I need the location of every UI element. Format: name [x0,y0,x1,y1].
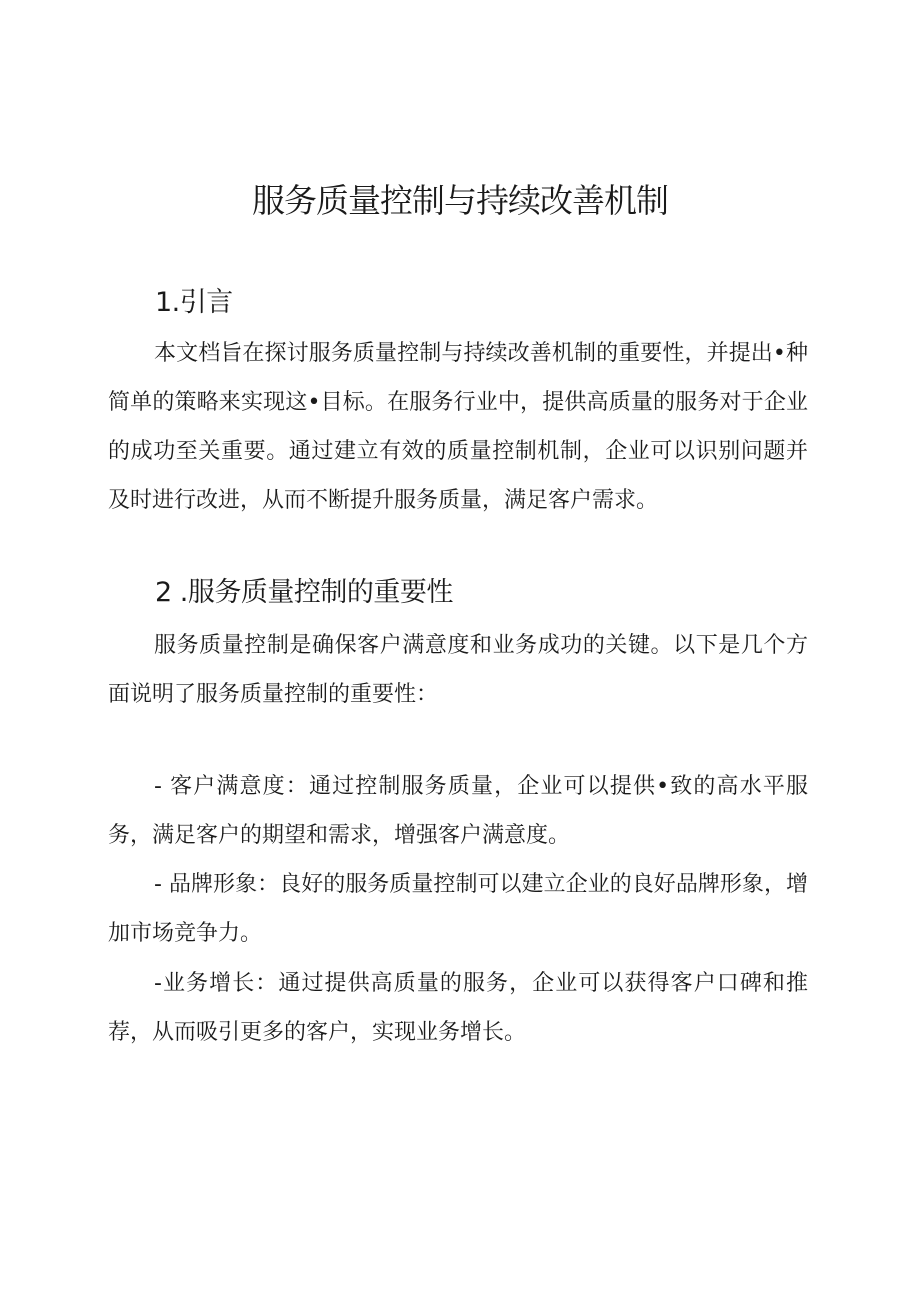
importance-paragraph [108,621,808,719]
list-item [108,860,808,958]
list-item [108,959,808,1057]
introduction-paragraph-text: 本文档旨在探讨服务质量控制与持续改善机制的重要性，并提出•种简单的策略来实现这•目标。在服务行业中，提供高质量的服务对于企业的成功至关重要。通过建立有效的质量控制机制，企业可以识别问题并及时进行改进，从而不断提升服务质量，满足客户需求。 [108,341,808,513]
list-item-text: -业务增长：通过提供高质量的服务，企业可以获得客户口碑和推荐，从而吸引更多的客户，实现业务增长。 [108,971,808,1045]
list-item-text: - 品牌形象：良好的服务质量控制可以建立企业的良好品牌形象，增加市场竞争力。 [108,872,808,946]
list-item-text: - 客户满意度：通过控制服务质量，企业可以提供•致的高水平服务，满足客户的期望和需求，增强客户满意度。 [108,774,808,848]
document-title: 服务质量控制与持续改善机制 [252,181,668,220]
section-heading-introduction: 1.引言 [155,287,233,318]
importance-paragraph-text: 服务质量控制是确保客户满意度和业务成功的关键。以下是几个方面说明了服务质量控制的重要性： [108,633,808,707]
introduction-paragraph [108,329,808,525]
list-item [108,762,808,860]
section-heading-importance: 2 .服务质量控制的重要性 [155,577,453,608]
